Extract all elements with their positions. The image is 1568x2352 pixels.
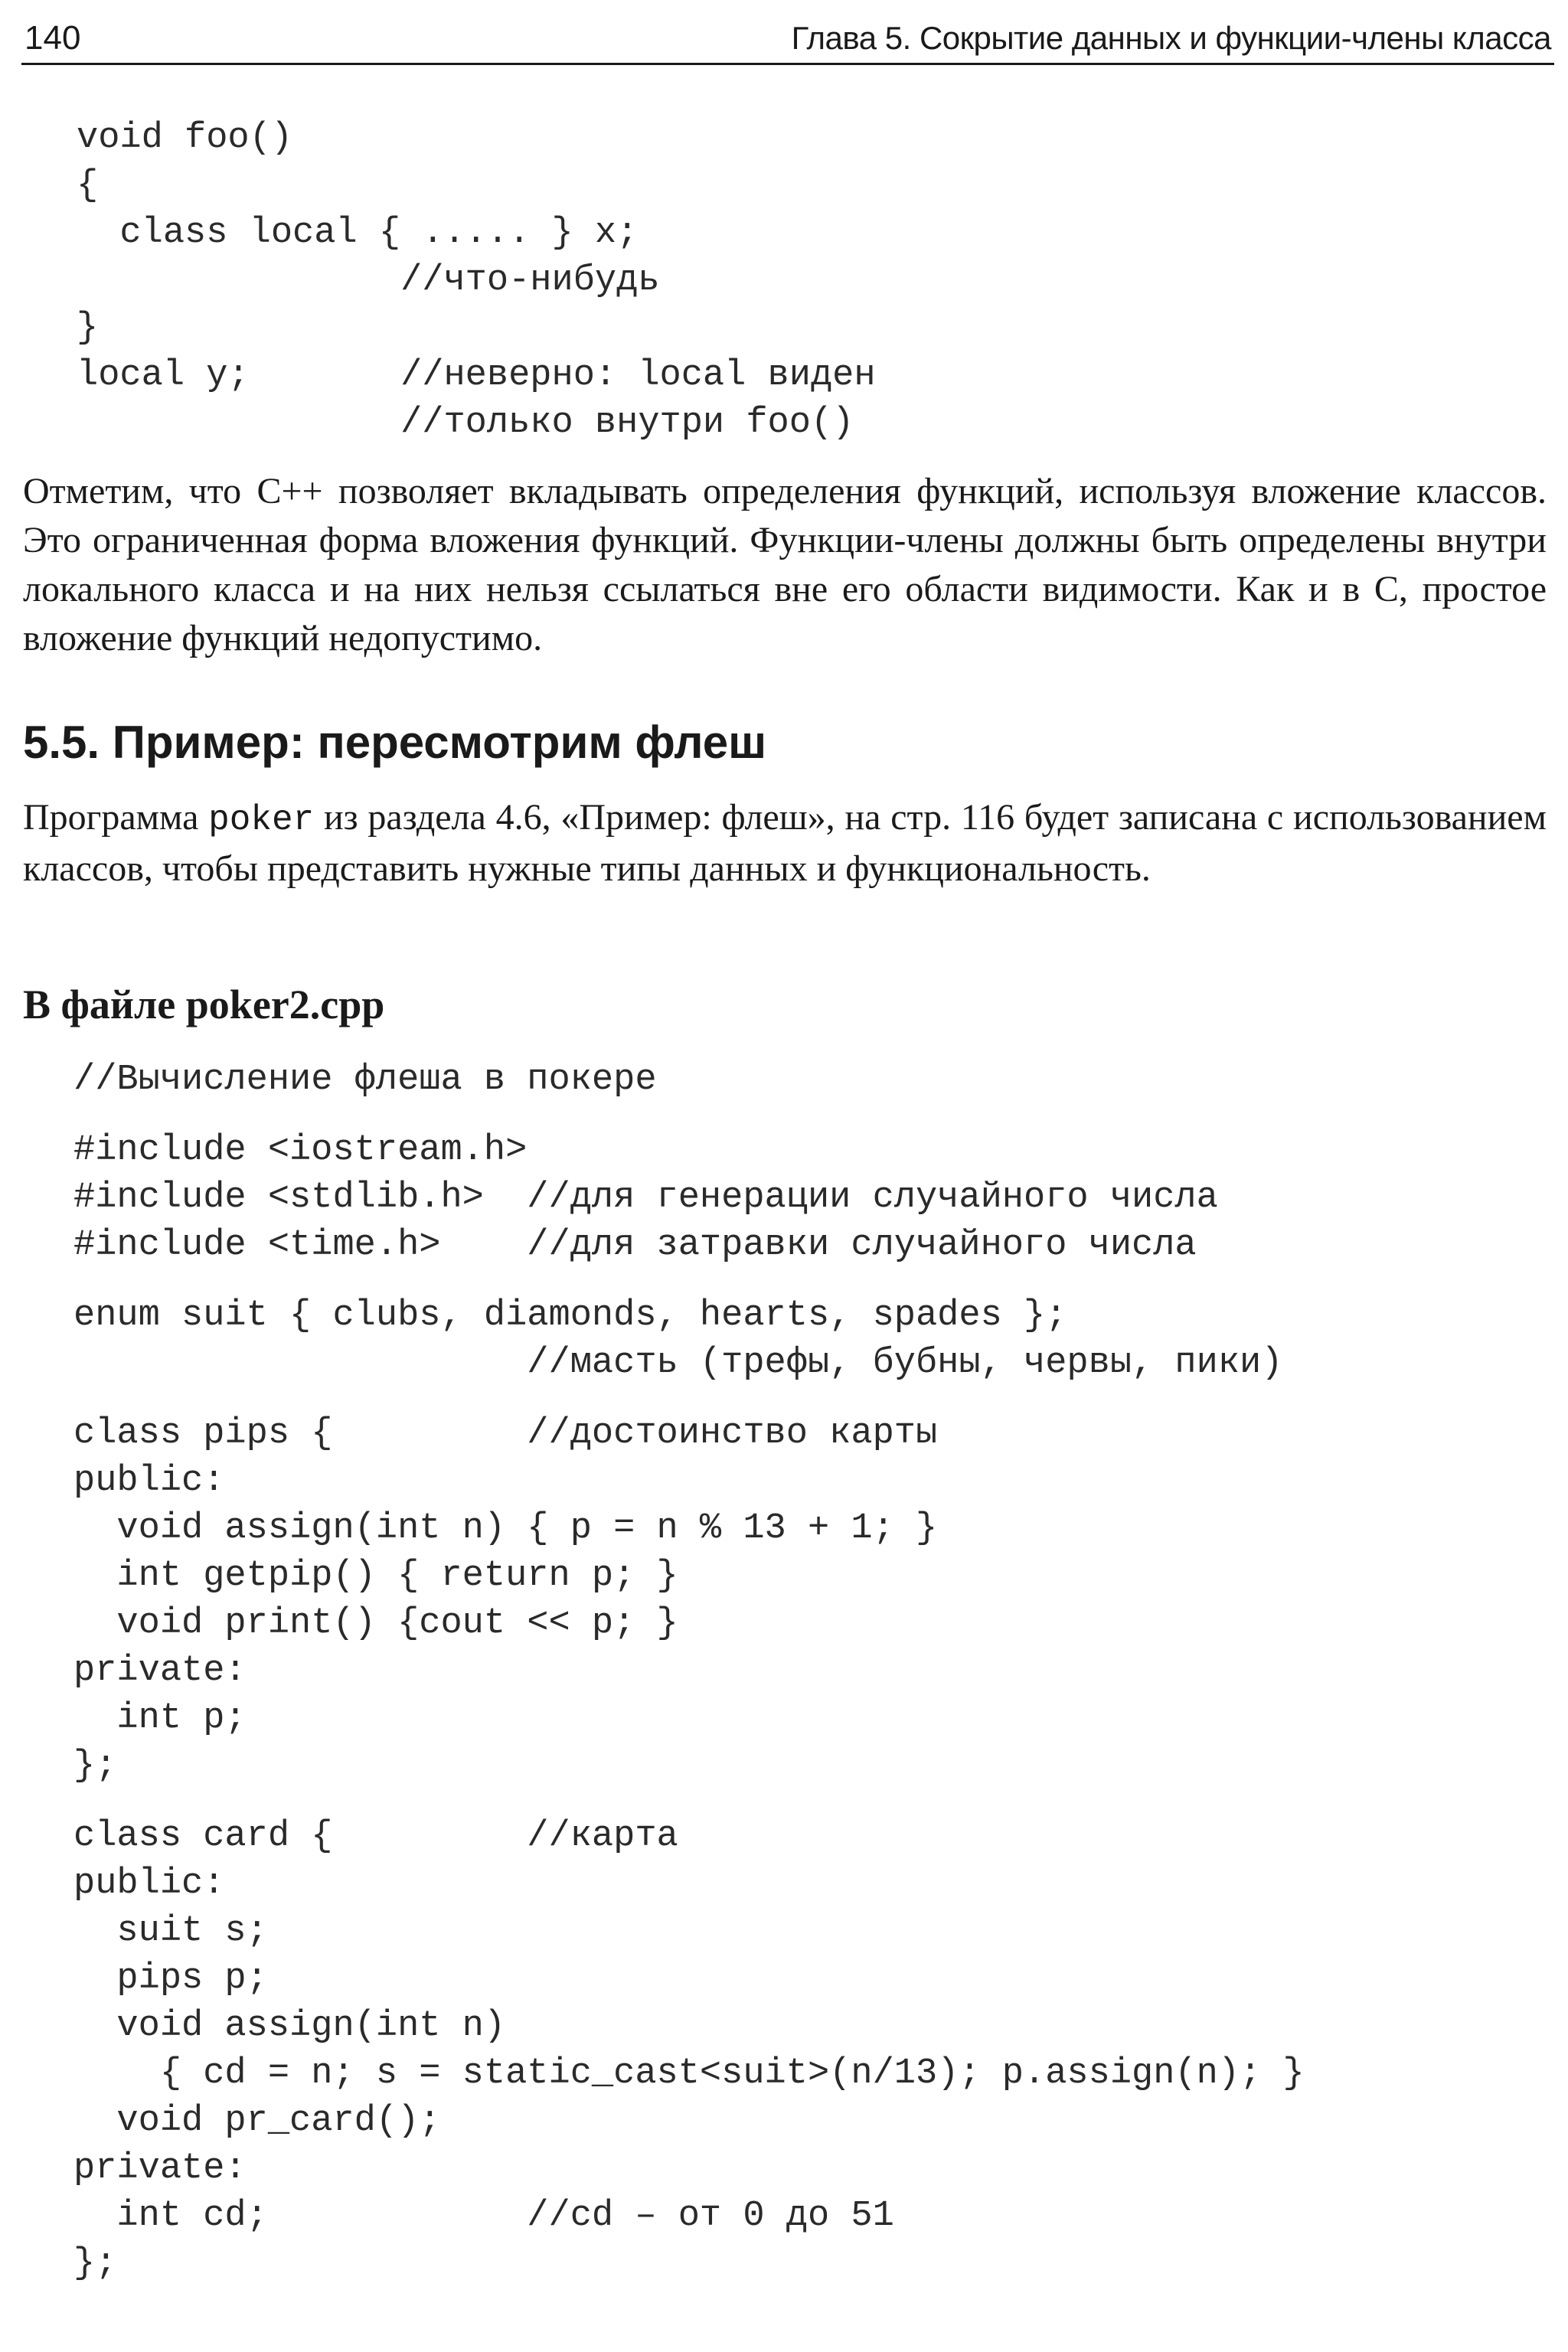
code-line: int cd; //cd – от 0 до 51 — [74, 2196, 894, 2236]
code-line: public: — [74, 1461, 225, 1501]
code-line: }; — [74, 1746, 117, 1786]
code-line: enum suit { clubs, diamonds, hearts, spades }; — [74, 1295, 1067, 1336]
code-line: { cd = n; s = static_cast<suit>(n/13); p.assign(n); } — [74, 2053, 1305, 2094]
code-block-poker2 — [74, 1057, 1305, 2288]
code-line: void assign(int n) { p = n % 13 + 1; } — [74, 1508, 938, 1549]
code-line: class card { //карта — [74, 1816, 678, 1857]
inline-code: poker — [208, 800, 315, 840]
code-line: //Вычисление флеша в покере — [74, 1060, 657, 1100]
code-line: int p; — [74, 1698, 247, 1739]
code-line: //масть (трефы, бубны, червы, пики) — [74, 1343, 1283, 1383]
chapter-title: Глава 5. Сокрытие данных и функции-члены класса — [791, 20, 1551, 56]
code-gap — [74, 1269, 1305, 1292]
code-line: void foo() — [77, 118, 293, 158]
code-gap — [74, 1790, 1305, 1813]
code-line: void pr_card(); — [74, 2101, 441, 2141]
paragraph-text: Программа — [23, 797, 209, 838]
code-line: void print() {cout << p; } — [74, 1603, 678, 1644]
code-line: #include <stdlib.h> //для генерации случайного числа — [74, 1178, 1218, 1218]
running-header — [21, 14, 1554, 65]
code-line: local y; //неверно: local виден — [77, 355, 876, 396]
code-line: pips p; — [74, 1958, 268, 1999]
file-heading: В файле poker2.cpp — [23, 982, 385, 1027]
code-line: //что-нибудь — [77, 260, 660, 301]
code-line: #include <iostream.h> — [74, 1130, 528, 1171]
code-line: } — [77, 308, 99, 348]
code-line: class local { ..... } x; — [77, 213, 639, 253]
section-heading: 5.5. Пример: пересмотрим флеш — [23, 717, 767, 768]
code-line: #include <time.h> //для затравки случайного числа — [74, 1225, 1197, 1266]
code-line: private: — [74, 2148, 247, 2189]
page-number: 140 — [24, 19, 81, 57]
paragraph-poker-intro — [23, 793, 1547, 893]
code-gap — [74, 1104, 1305, 1127]
code-line: public: — [74, 1864, 225, 1904]
code-gap — [74, 1387, 1305, 1410]
code-line: }; — [74, 2243, 117, 2284]
code-line: class pips { //достоинство карты — [74, 1413, 938, 1454]
code-line: private: — [74, 1651, 247, 1691]
code-line: int getpip() { return p; } — [74, 1556, 678, 1596]
code-block-local-class — [77, 115, 876, 447]
code-line: void assign(int n) — [74, 2006, 506, 2047]
paragraph-text: из раздела 4.6, «Пример: флеш», на стр. 116 будет записана с использованием классов, чтобы представить нужные типы данных и функциональность. — [23, 797, 1547, 889]
code-line: { — [77, 165, 99, 206]
paragraph-nested-functions: Отметим, что C++ позволяет вкладывать определения функций, используя вложение классов. Это ограниченная форма вложения функций. Функции-члены должны быть определены внутри локального класса и на них нельзя ссылаться вне его области видимости. Как и в C, простое вложение функций недопустимо. — [23, 471, 1547, 658]
code-line: suit s; — [74, 1911, 268, 1952]
code-line: //только внутри foo() — [77, 403, 854, 443]
